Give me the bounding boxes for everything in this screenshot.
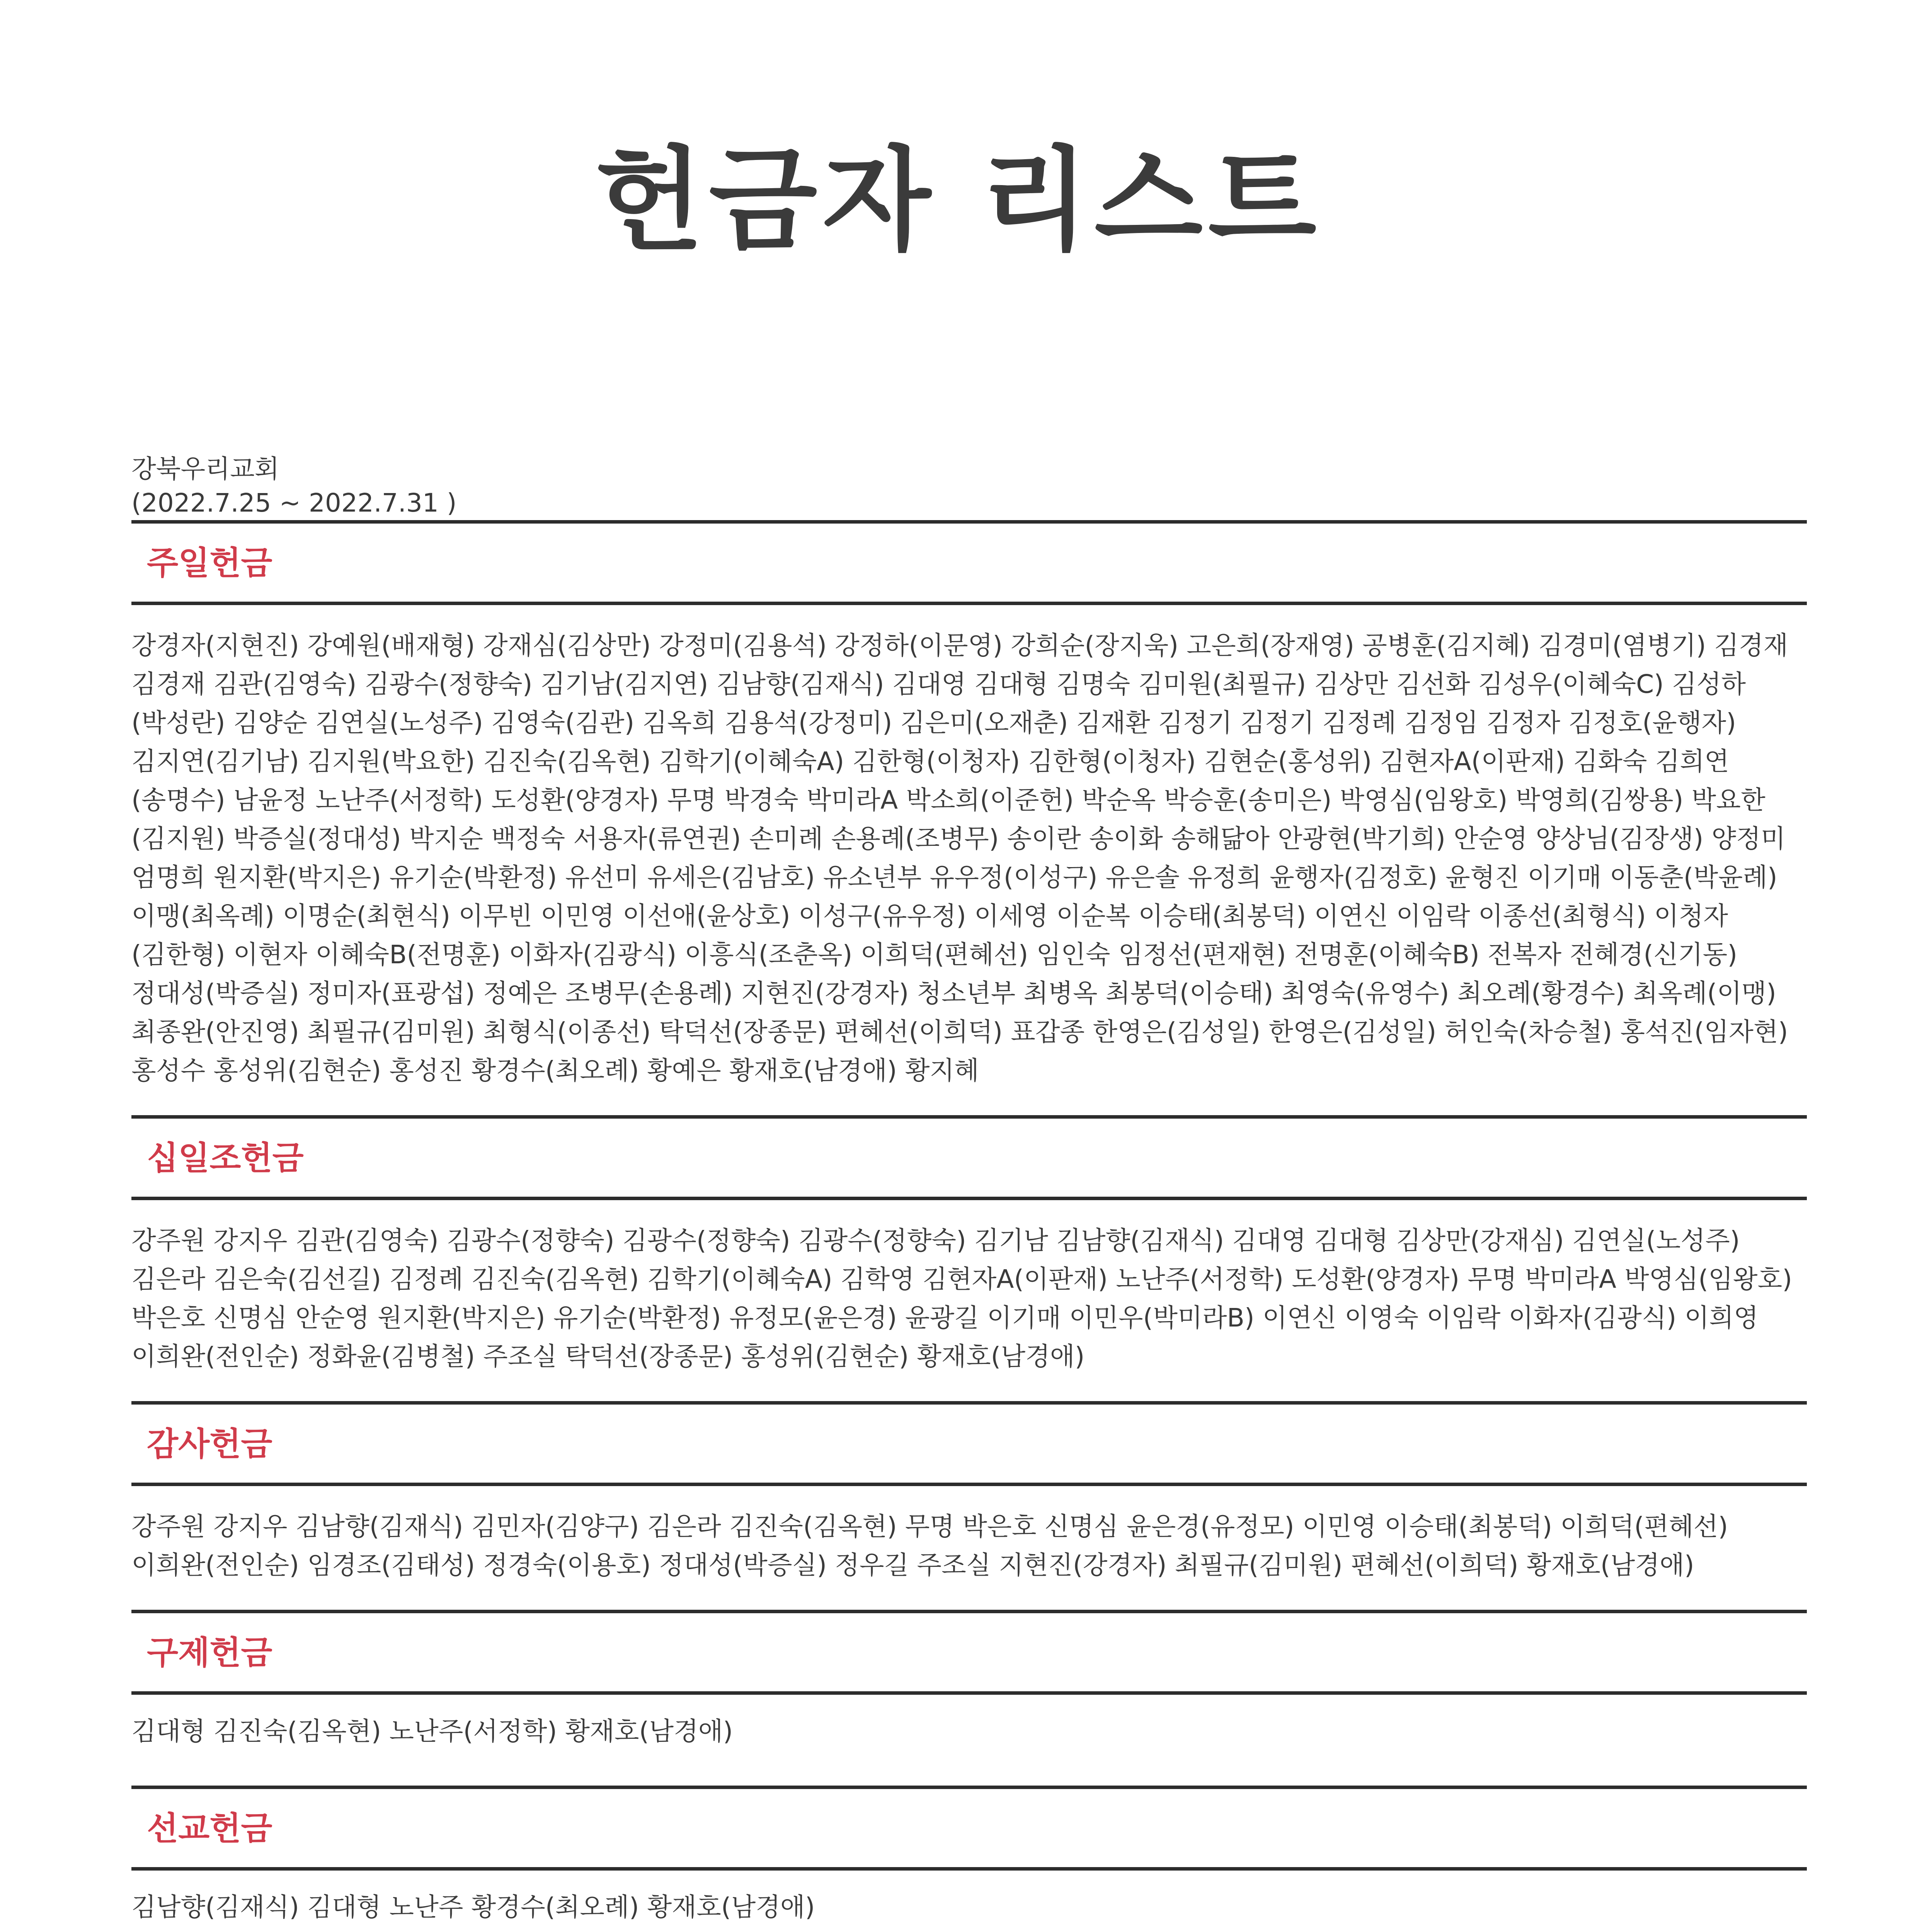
section-names-sunday: 강경자(지현진) 강예원(배재형) 강재심(김상만) 강정미(김용석) 강정하(이문영) 강희순(장지욱) 고은희(장재영) 공병훈(김지혜) 김경미(염병기) 김경재 김경재 김관(김영숙) 김광수(정향숙) 김기남(김지연) 김남향(김재식) 김대영 김대형 김명숙 김미원(최필규) 김상만 김선화 김성우(이혜숙C) 김성하(박성란) 김양순 김연실(노성주) 김영숙(김관) 김옥희 김용석(강정미) 김은미(오재춘) 김재환 김정기 김정기 김정례 김정임 김정자 김정호(윤행자) 김지연(김기남) 김지원(박요한) 김진숙(김옥현) 김학기(이혜숙A) 김한형(이청자) 김한형(이청자) 김현순(홍성위) 김현자A(이판재) 김화숙 김희연(송명수) 남윤정 노난주(서정학) 도성환(양경자) 무명 박경숙 박미라A 박소희(이준헌) 박순옥 박승훈(송미은) 박영심(임왕호) 박영희(김쌍용) 박요한(김지원) 박증실(정대성) 박지순 백정숙 서용자(류연권) 손미례 손용례(조병무) 송이란 송이화 송해닮아 안광현(박기희) 안순영 양상님(김장생) 양정미 엄명희 원지환(박지은) 유기순(박환정) 유선미 유세은(김남호) 유소년부 유우정(이성구) 유은솔 유정희 윤행자(김정호) 윤형진 이기매 이동춘(박윤례) 이맹(최옥례) 이명순(최현식) 이무빈 이민영 이선애(윤상호) 이성구(유우정) 이세영 이순복 이승태(최봉덕) 이연신 이임락 이종선(최형식) 이청자(김한형) 이현자 이혜숙B(전명훈) 이화자(김광식) 이흥식(조춘옥) 이희덕(편혜선) 임인숙 임정선(편재현) 전명훈(이혜숙B) 전복자 전혜경(신기동) 정대성(박증실) 정미자(표광섭) 정예은 조병무(손용례) 지현진(강경자) 청소년부 최병옥 최봉덕(이승태) 최영숙(유영수) 최오례(황경수) 최옥례(이맹) 최종완(안진영) 최필규(김미원) 최형식(이종선) 탁덕선(장종문) 편혜선(이희덕) 표갑종 한영은(김성일) 한영은(김성일) 허인숙(차승철) 홍석진(임자현) 홍성수 홍성위(김현순) 홍성진 황경수(최오례) 황예은 황재호(남경애) 황지혜 xyxy=(131,631,1788,1085)
divider xyxy=(131,1483,1807,1486)
divider xyxy=(131,1786,1807,1789)
divider xyxy=(131,602,1807,605)
divider xyxy=(131,1610,1807,1613)
offering-list xyxy=(131,452,1807,1932)
section-heading-mission: 선교헌금 xyxy=(147,1810,272,1847)
divider xyxy=(131,1867,1807,1871)
section-heading-tithe: 십일조헌금 xyxy=(147,1139,304,1177)
date-range: (2022.7.25 ~ 2022.7.31 ) xyxy=(131,488,457,518)
divider xyxy=(131,1691,1807,1695)
divider xyxy=(131,520,1807,524)
section-names-thanksgiving: 강주원 강지우 김남향(김재식) 김민자(김양구) 김은라 김진숙(김옥현) 무명 박은호 신명심 윤은경(유정모) 이민영 이승태(최봉덕) 이희덕(편혜선) 이희완(전인순) 임경조(김태성) 정경숙(이용호) 정대성(박증실) 정우길 주조실 지현진(강경자) 최필규(김미원) 편혜선(이희덕) 황재호(남경애) xyxy=(131,1512,1728,1580)
church-name: 강북우리교회 xyxy=(131,454,279,484)
section-heading-sunday: 주일헌금 xyxy=(147,544,272,582)
section-names-mission: 김남향(김재식) 김대형 노난주 황경수(최오례) 황재호(남경애) xyxy=(131,1892,815,1922)
page-title: 헌금자 리스트 xyxy=(595,136,1322,266)
divider xyxy=(131,1115,1807,1119)
section-heading-thanksgiving: 감사헌금 xyxy=(147,1425,272,1463)
divider xyxy=(131,1197,1807,1200)
section-heading-relief: 구제헌금 xyxy=(147,1634,272,1672)
section-names-relief: 김대형 김진숙(김옥현) 노난주(서정학) 황재호(남경애) xyxy=(131,1716,733,1746)
section-names-tithe: 강주원 강지우 김관(김영숙) 김광수(정향숙) 김광수(정향숙) 김광수(정향숙) 김기남 김남향(김재식) 김대영 김대형 김상만(강재심) 김연실(노성주) 김은라 김은숙(김선길) 김정례 김진숙(김옥현) 김학기(이혜숙A) 김학영 김현자A(이판재) 노난주(서정학) 도성환(양경자) 무명 박미라A 박영심(임왕호) 박은호 신명심 안순영 원지환(박지은) 유기순(박환정) 유정모(윤은경) 윤광길 이기매 이민우(박미라B) 이연신 이영숙 이임락 이화자(김광식) 이희영 이희완(전인순) 정화윤(김병철) 주조실 탁덕선(장종문) 홍성위(김현순) 황재호(남경애) xyxy=(131,1226,1793,1371)
divider xyxy=(131,1401,1807,1405)
